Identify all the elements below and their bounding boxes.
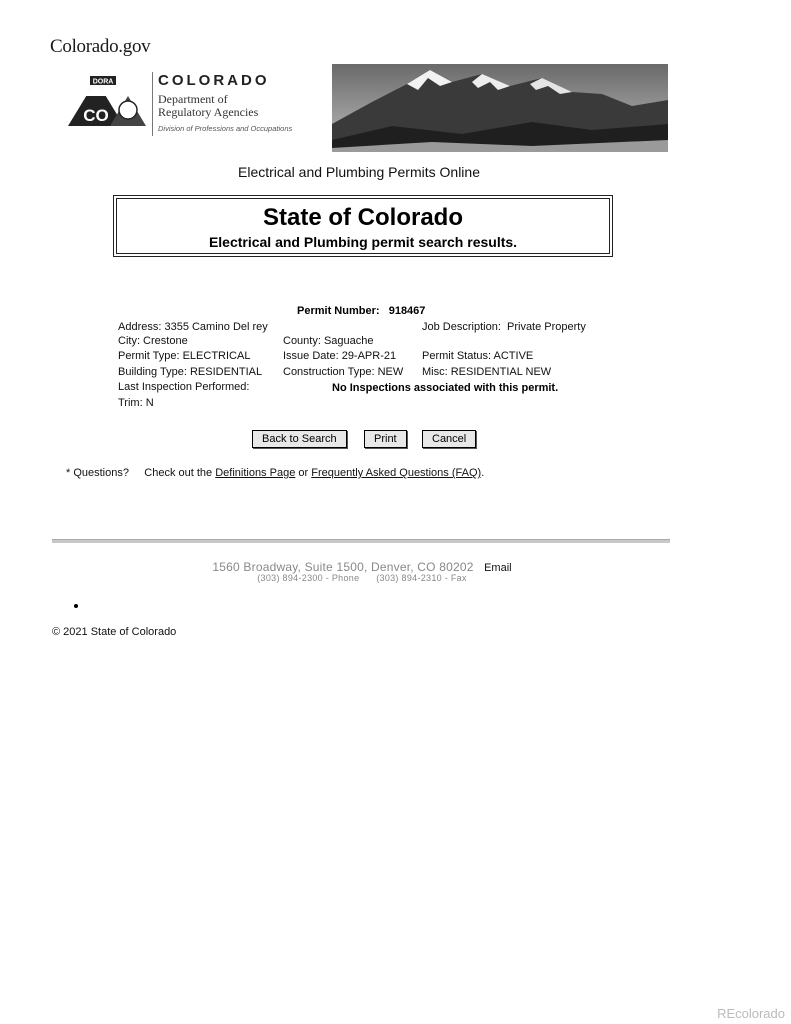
job-description-value: Private Property <box>507 321 586 333</box>
banner-title: State of Colorado <box>262 204 463 231</box>
permit-status-field: Permit Status: ACTIVE <box>422 350 534 362</box>
permit-type-field: Permit Type: ELECTRICAL <box>118 350 251 362</box>
faq-link[interactable]: Frequently Asked Questions (FAQ) <box>311 467 482 479</box>
city-field: City: Crestone <box>118 335 188 347</box>
print-button[interactable]: Print <box>364 430 407 448</box>
back-to-search-button[interactable]: Back to Search <box>252 430 347 448</box>
footer-divider <box>52 539 670 543</box>
bullet-dot <box>74 604 78 608</box>
footer-phone: (303) 894-2300 - Phone <box>257 573 360 583</box>
job-description-field <box>422 321 586 333</box>
job-description-label: Job Description: <box>422 321 501 333</box>
division-name: Division of Professions and Occupations <box>158 124 293 133</box>
footer-fax: (303) 894-2310 - Fax <box>376 573 467 583</box>
last-inspection-label: Last Inspection Performed: <box>118 381 250 393</box>
logo-divider <box>152 72 153 136</box>
colorado-wordmark: COLORADO <box>158 72 270 89</box>
dora-badge-text: DORA <box>92 78 114 86</box>
permit-number-value: 918467 <box>388 305 426 317</box>
building-type-field: Building Type: RESIDENTIAL <box>118 366 263 378</box>
permit-number-field <box>297 305 425 317</box>
footer-address: 1560 Broadway, Suite 1500, Denver, CO 80202 <box>212 560 474 574</box>
address-field: Address: 3355 Camino Del rey <box>118 321 268 333</box>
email-link[interactable]: Email <box>484 562 512 574</box>
dora-header-logo <box>66 64 668 152</box>
questions-prefix: * Questions? <box>66 467 129 479</box>
banner-subtitle: Electrical and Plumbing permit search results. <box>208 234 518 250</box>
department-line-1: Department of <box>158 92 228 106</box>
footer-phones <box>0 573 724 583</box>
colorado-gov-brand[interactable]: Colorado.gov <box>50 36 151 57</box>
inspection-note: No Inspections associated with this permit. <box>332 382 559 394</box>
misc-field: Misc: RESIDENTIAL NEW <box>422 366 552 378</box>
help-or: or <box>298 467 309 479</box>
dora-mountain-logo-icon <box>66 74 146 130</box>
issue-date-field: Issue Date: 29-APR-21 <box>283 350 397 362</box>
definitions-page-link[interactable]: Definitions Page <box>215 467 296 479</box>
co-monogram: CO <box>83 106 109 125</box>
copyright: © 2021 State of Colorado <box>52 626 177 638</box>
construction-type-field: Construction Type: NEW <box>283 366 404 378</box>
permit-number-label: Permit Number: <box>297 305 380 317</box>
department-line-2: Regulatory Agencies <box>158 105 259 119</box>
cancel-button[interactable]: Cancel <box>422 430 476 448</box>
department-name <box>158 93 288 119</box>
trim-field: Trim: N <box>118 397 154 409</box>
help-text: Check out the <box>144 467 213 479</box>
results-banner <box>116 198 610 254</box>
recolorado-watermark: REcolorado <box>717 1006 785 1021</box>
help-period: . <box>481 467 485 479</box>
app-title: Electrical and Plumbing Permits Online <box>238 164 480 180</box>
county-field: County: Saguache <box>283 335 374 347</box>
help-line <box>66 467 484 479</box>
mountain-banner-image <box>332 64 668 152</box>
